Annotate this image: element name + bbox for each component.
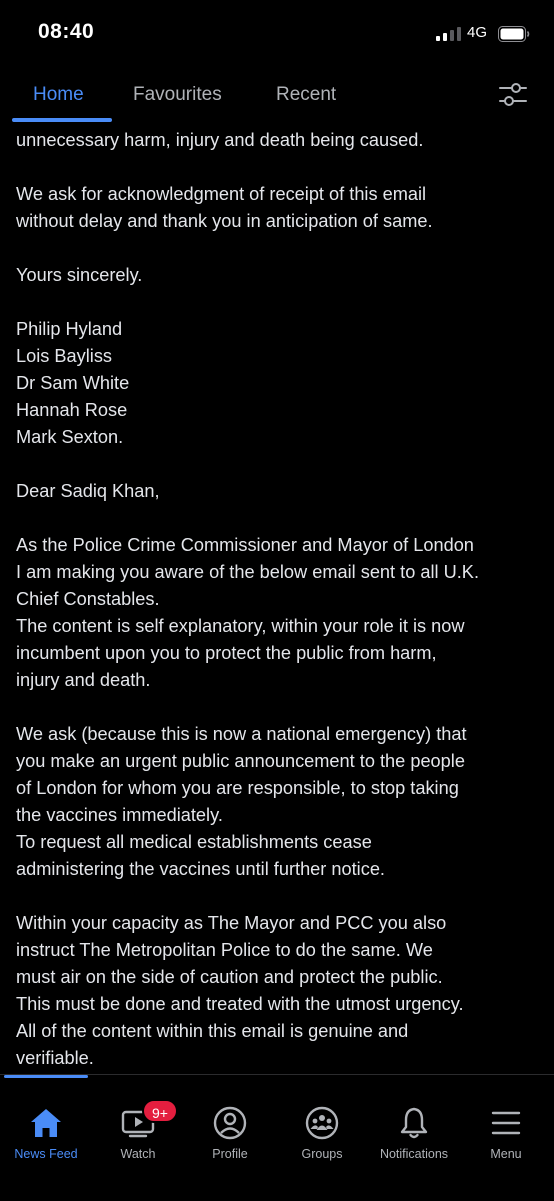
network-type: 4G [467, 24, 488, 41]
signatory-name: Dr Sam White [16, 373, 130, 393]
nav-label: Groups [301, 1147, 343, 1161]
active-tab-underline [12, 118, 112, 122]
notification-badge: 9+ [142, 1099, 178, 1123]
post-line: Within your capacity as The Mayor and PCC you also [16, 913, 447, 933]
post-line: administering the vaccines until further notice. [16, 859, 385, 879]
tab-favourites[interactable]: Favourites [133, 84, 222, 105]
salutation [16, 478, 544, 505]
post-line: verifiable. [16, 1048, 94, 1068]
nav-watch[interactable] [92, 1075, 184, 1175]
battery-icon [498, 26, 530, 42]
post-line: without delay and thank you in anticipation of same. [16, 211, 433, 231]
nav-label: Notifications [379, 1147, 449, 1161]
nav-label: Profile [212, 1147, 248, 1161]
tab-home[interactable]: Home [33, 84, 84, 105]
nav-groups[interactable] [276, 1075, 368, 1175]
signatories [16, 316, 544, 451]
post-paragraph-8 [16, 910, 544, 1072]
nav-profile[interactable] [184, 1075, 276, 1175]
post-line: As the Police Crime Commissioner and Mayor of London [16, 535, 474, 555]
post-line: We ask for acknowledgment of receipt of this email [16, 184, 427, 204]
post-line: incumbent upon you to protect the public from harm, [16, 643, 437, 663]
nav-label: News Feed [14, 1147, 78, 1161]
groups-icon [304, 1105, 340, 1141]
post-line: I am making you aware of the below email sent to all U.K. [16, 562, 479, 582]
post-line: Dear Sadiq Khan, [16, 481, 160, 501]
profile-icon [212, 1105, 248, 1141]
post-line: the vaccines immediately. [16, 805, 223, 825]
signatory-name: Philip Hyland [16, 319, 123, 339]
menu-icon [488, 1105, 524, 1141]
bell-icon [396, 1105, 432, 1141]
post-paragraph-1 [16, 127, 544, 154]
post-line: All of the content within this email is genuine and [16, 1021, 409, 1041]
tab-recent[interactable]: Recent [276, 84, 337, 105]
signatory-name: Hannah Rose [16, 400, 128, 420]
post-line: Chief Constables. [16, 589, 160, 609]
post-line: instruct The Metropolitan Police to do the same. We [16, 940, 433, 960]
post-line: To request all medical establishments cease [16, 832, 372, 852]
nav-news-feed[interactable] [0, 1075, 92, 1175]
post-line: you make an urgent public announcement to the people [16, 751, 465, 771]
post-line: Yours sincerely. [16, 265, 143, 285]
top-tab-bar [0, 62, 554, 124]
post-line: must air on the side of caution and protect the public. [16, 967, 443, 987]
post-paragraph-7 [16, 721, 544, 883]
bottom-tab-bar [0, 1074, 554, 1201]
nav-label: Watch [120, 1147, 156, 1161]
nav-label: Menu [490, 1147, 522, 1161]
post-line: unnecessary harm, injury and death being caused. [16, 130, 424, 150]
signal-strength-icon [436, 27, 462, 41]
post-paragraph-3 [16, 262, 544, 289]
status-bar [0, 0, 554, 62]
post-body [16, 124, 544, 1072]
nav-notifications[interactable] [368, 1075, 460, 1175]
post-line: injury and death. [16, 670, 151, 690]
sliders-icon[interactable] [498, 82, 528, 108]
post-paragraph-2 [16, 181, 544, 235]
post-line: The content is self explanatory, within your role it is now [16, 616, 465, 636]
status-time: 08:40 [38, 20, 95, 43]
nav-menu[interactable] [460, 1075, 552, 1175]
post-line: This must be done and treated with the utmost urgency. [16, 994, 464, 1014]
house-icon [28, 1105, 64, 1141]
post-line: We ask (because this is now a national emergency) that [16, 724, 467, 744]
post-paragraph-6 [16, 532, 544, 694]
signatory-name: Mark Sexton. [16, 427, 124, 447]
signatory-name: Lois Bayliss [16, 346, 113, 366]
post-line: of London for whom you are responsible, to stop taking [16, 778, 459, 798]
